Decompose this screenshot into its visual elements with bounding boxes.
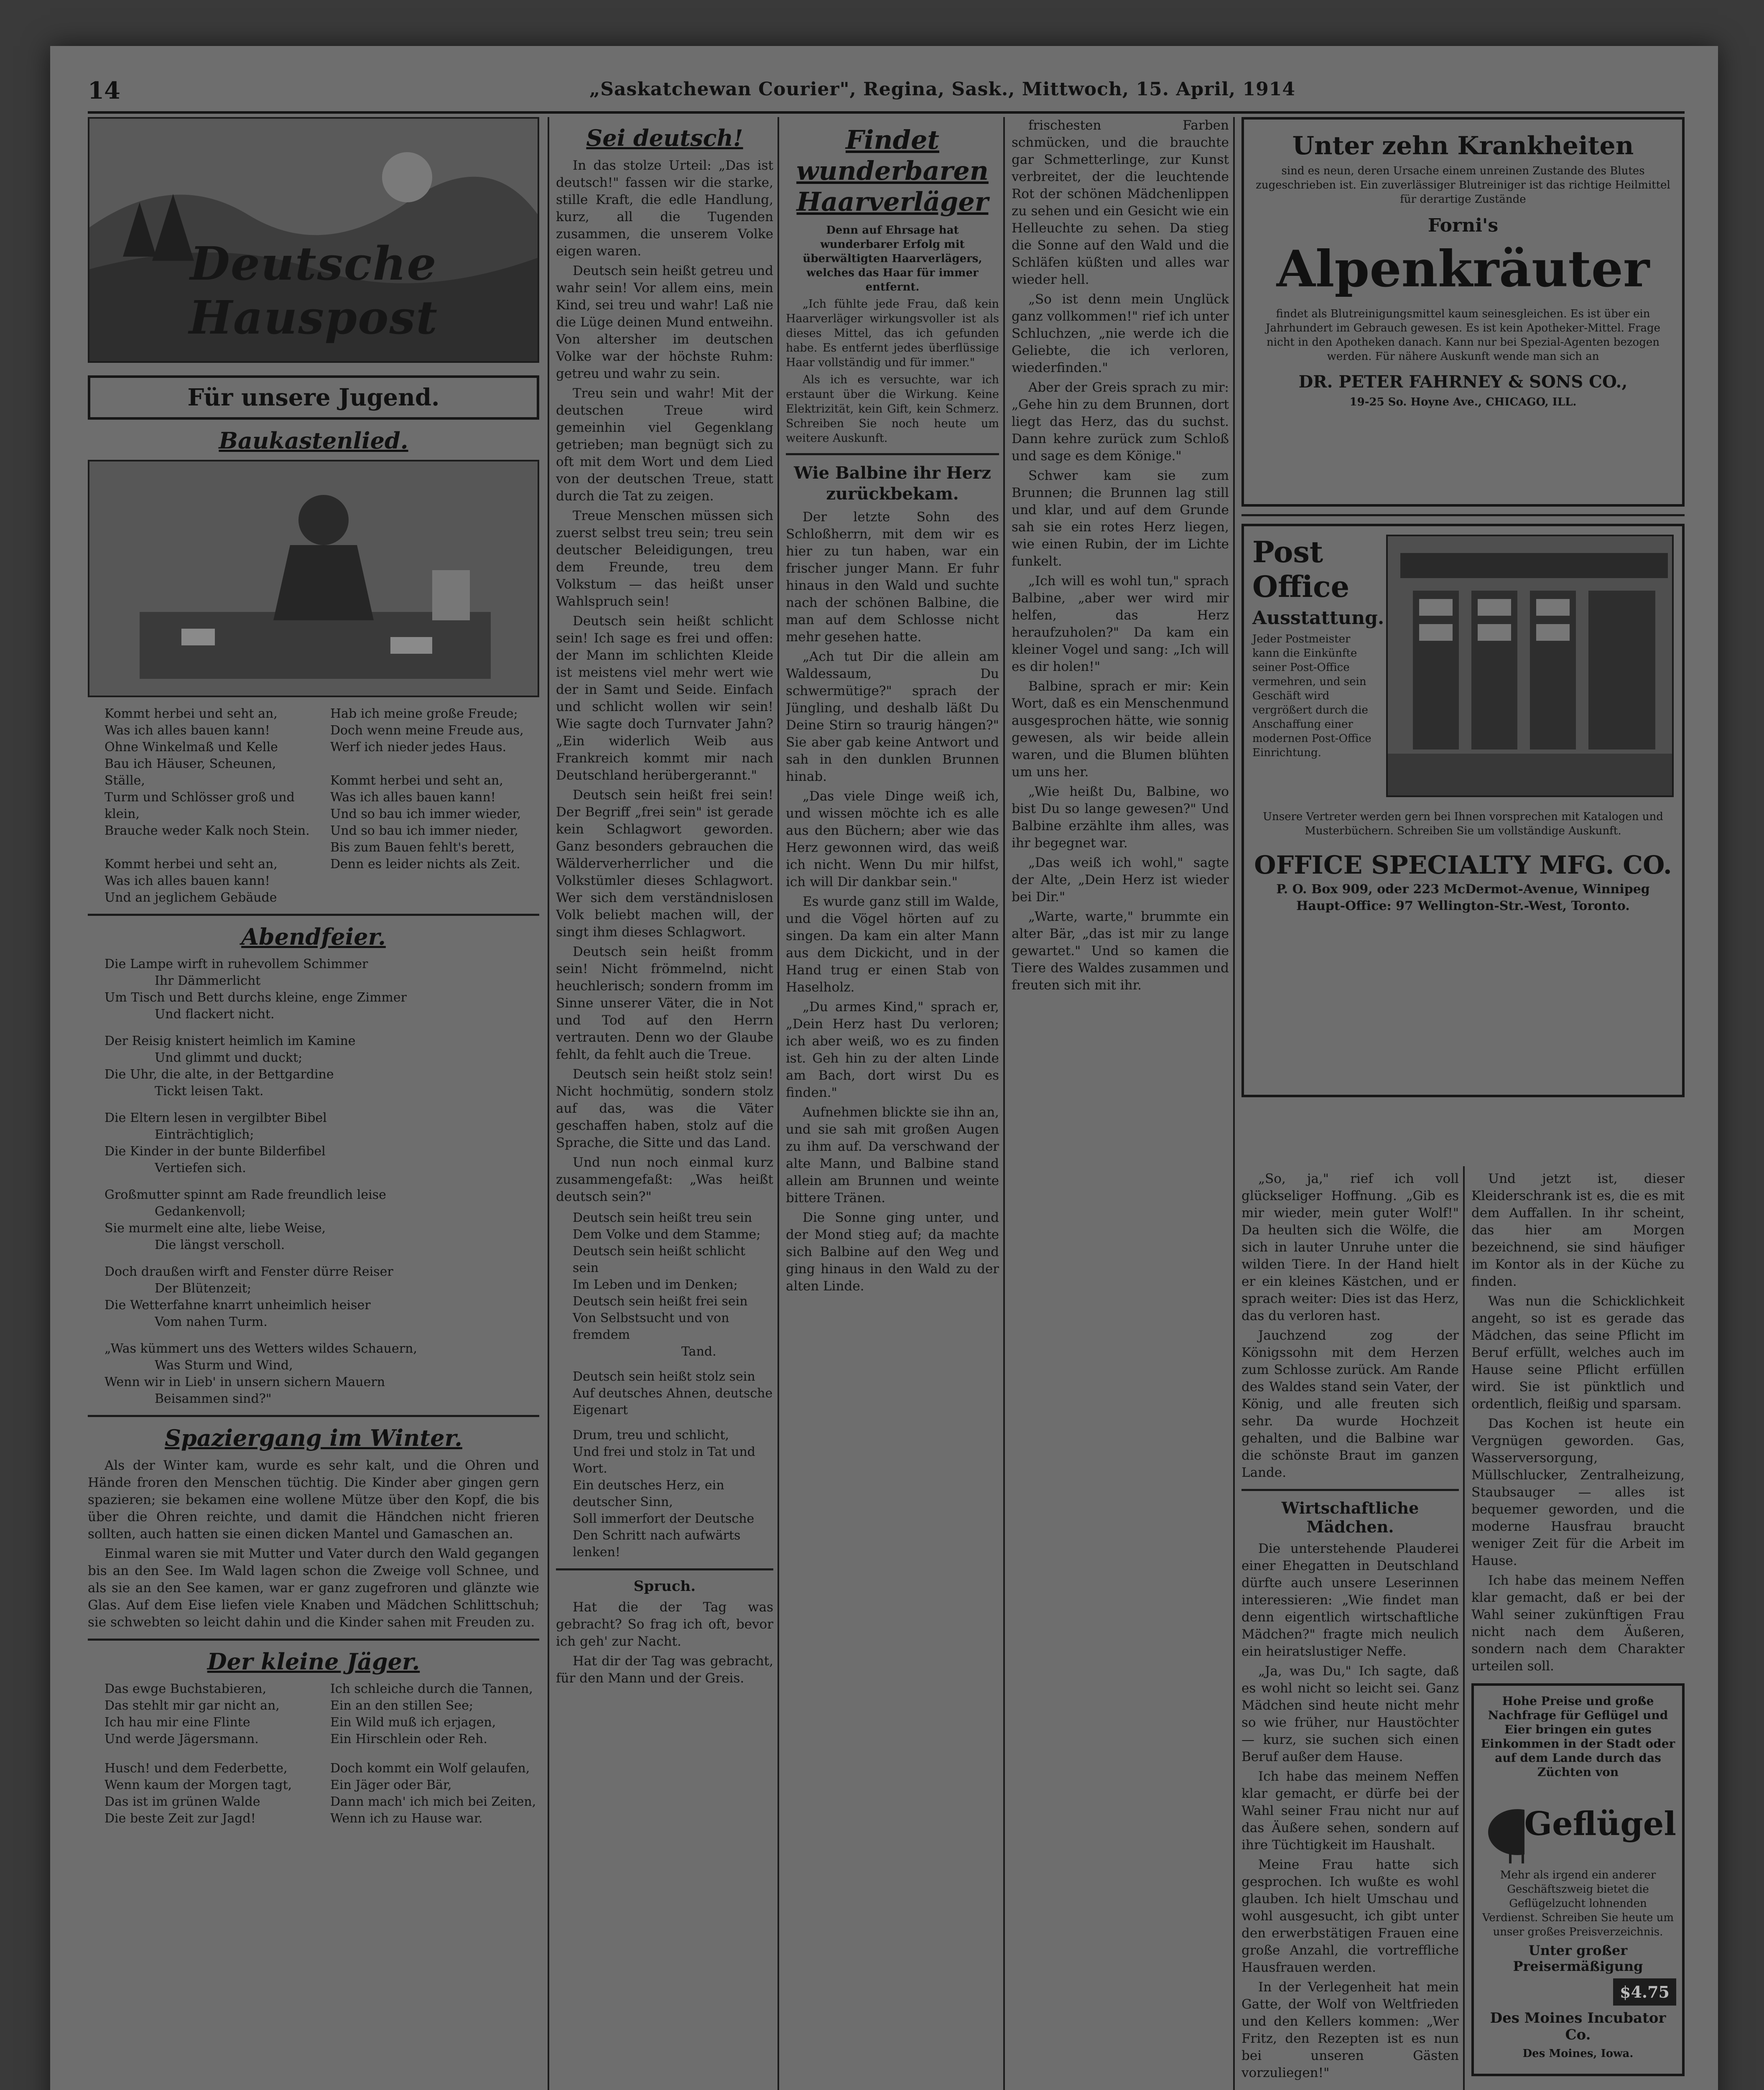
verse-line: Gedankenvoll; (155, 1204, 246, 1219)
story-paragraph: „Ach tut Dir die allein am Waldessaum, Du schwermütige?" sprach der Jüngling, und deshalb läßt Du Deine Stirn so traurig hängen?" Sie aber gab keine Antwort und sah in den dunklen Brunnen hinab. (786, 649, 999, 784)
ad-post-office (1241, 524, 1685, 1097)
spruch-line: Hat die der Tag was gebracht? So frag ich oft, bevor ich geh' zur Nacht. (556, 1600, 773, 1649)
verse-line: Wenn wir in Lieb' in unsern sichern Mauern (105, 1375, 385, 1389)
ad-line: sind es neun, deren Ursache einem unreinen Zustande des Blutes zugeschrieben ist. Ein zuverlässiger Blutreiniger ist das richtige Heilmittel für derartige Zustände (1256, 165, 1670, 206)
verse-line: Im Leben und im Denken; (573, 1277, 738, 1292)
poem-left (88, 1681, 314, 1827)
article-paragraph: „Ja, was Du," Ich sagte, daß es wohl nicht so leicht sei. Ganz Mädchen sind heute nicht mehr so wie früher, nur Haustöchter — kurz, sie suchen sich einen Beruf außer dem Hause. (1241, 1664, 1459, 1764)
divider (88, 1639, 539, 1641)
verse-line: Was Sturm und Wind, (155, 1358, 293, 1373)
ad-body: Mehr als irgend ein anderer Geschäftszweig bietet die Geflügelzucht lohnenden Verdienst. Schreiben Sie heute um unser großes Preisverzeichnis. (1482, 1869, 1674, 1938)
column-balbine-cont (1012, 117, 1229, 2090)
masthead-title: Deutsche Hauspost (189, 237, 438, 344)
column-rule (777, 117, 779, 2090)
ad-poultry-row (1480, 1782, 1676, 1866)
poem-title: Abendfeier. (241, 923, 386, 950)
verse-line: Kommt herbei und seht an, (105, 857, 278, 872)
ad-brand-top: Forni's (1428, 215, 1499, 236)
story-paragraph: „Du armes Kind," sprach er, „Dein Herz hast Du verloren; ich aber weiß, wo es zu finden ist. Geh hin zu der alten Linde am Bach, dort wirst Du es finden." (786, 999, 999, 1100)
verse-line (556, 1419, 773, 1427)
verse-line: Werf ich nieder jedes Haus. (330, 740, 507, 754)
story-paragraph: frischesten Farben schmücken, und die brauchte gar Schmetterlinge, zur Kunst verbreitet, der die leuchtende Rot der schönen Mädchenlippen zu sehen und ein Gesicht wie ein Helleuchte zu sehen. Da stieg die Sonne auf den Wald und die Schläfen küßten und alles war wieder hell. (1012, 118, 1229, 287)
verse-line: Dann mach' ich mich bei Zeiten, (330, 1794, 536, 1809)
verse-line (88, 1330, 539, 1341)
article-paragraph: Die unterstehende Plauderei einer Ehegatten in Deutschland dürfte auch unsere Leserinnen interessieren: „Wie findet man denn eigentlich wirtschaftliche Mädchen?" fragte mich neulich ein heiratslustiger Neffe. (1241, 1541, 1459, 1659)
divider (88, 1415, 539, 1417)
ad-title: Findet wunderbaren Haarverläger (796, 125, 989, 217)
article-paragraph: Das Kochen ist heute ein Vergnügen geworden. Gas, Wasserversorgung, Müllschlucker, Zentralheizung, Staubsauger — alles ist bequemer geworden, und die moderne Hausfrau braucht weniger Zeit für die Arbeit im Hause. (1471, 1416, 1685, 1568)
verse-line: Doch draußen wirft and Fenster dürre Reiser (105, 1264, 393, 1279)
verse-line: Bis zum Bauen fehlt's berett, (330, 840, 515, 855)
verse-line: Großmutter spinnt am Rade freundlich leise (105, 1188, 386, 1202)
verse-line: Der Reisig knistert heimlich im Kamine (105, 1034, 356, 1048)
poem-title: Der kleine Jäger. (207, 1648, 420, 1675)
ad-price: $4.75 (1613, 1978, 1676, 2006)
story-paragraph: Der letzte Sohn des Schloßherrn, mit dem wir es hier zu tun haben, war ein frischer junger Mann. Er fuhr hinaus in den Wald und suchte nach der schönen Balbine, die man auf dem Schlosse nicht mehr gesehen hatte. (786, 510, 999, 645)
verse-line: Was ich alles bauen kann! (105, 723, 270, 738)
verse-line: Was ich alles bauen kann! (105, 874, 270, 888)
verse-line: Ein an den stillen See; (330, 1698, 473, 1713)
verse-line: Der Blütenzeit; (155, 1281, 252, 1296)
verse-line: Vertiefen sich. (155, 1161, 246, 1175)
ad-big-word: Geflügel (1524, 1805, 1676, 1843)
verse-line: Deutsch sein heißt treu sein (573, 1211, 752, 1225)
column-sei-deutsch (556, 117, 773, 2090)
verse-line: Die Uhr, die alte, in der Bettgardine (105, 1067, 334, 1082)
verse-line: Das stehlt mir gar nicht an, (105, 1698, 280, 1713)
section-title: Für unsere Jugend. (187, 384, 440, 411)
article-paragraph: Ich habe das meinem Neffen klar gemacht, er dürfe bei der Wahl seiner Frau nicht nur auf das Äußere sehen, sondern auf ihre Tüchtigkeit im Haushalt. (1241, 1769, 1459, 1853)
post-office-interior-illustration (1386, 535, 1674, 797)
verse-line: Die Eltern lesen in vergilbter Bibel (105, 1111, 327, 1125)
poem-jaeger (88, 1681, 539, 1827)
verse-line: Husch! und dem Federbette, (105, 1761, 288, 1776)
story-paragraph: „Das viele Dinge weiß ich, und wissen möchte ich es alle aus den Büchern; aber wie das Herz gewonnen wird, das weiß ich nicht. Wenn Du mir hilfst, ich will Dir dankbar sein." (786, 789, 999, 890)
verse-line: Und werde Jägersmann. (105, 1732, 259, 1746)
ad-paragraph: Als ich es versuchte, war ich erstaunt über die Wirkung. Keine Elektrizität, kein Gift, kein Schmerz. Schreiben Sie noch heute um weitere Auskunft. (786, 373, 999, 445)
child-playing-illustration-icon (89, 461, 539, 696)
ad-heading: Ausstattung. (1252, 607, 1384, 629)
ad-brand: Alpenkräuter (1276, 240, 1650, 298)
ad-heading: Post (1252, 535, 1323, 569)
verse-line: Ohne Winkelmaß und Kelle (105, 740, 278, 754)
poem-baukasten (88, 706, 539, 906)
verse-line (88, 1100, 539, 1110)
story-paragraph: „Ich will es wohl tun," sprach Balbine, „aber wer wird mir helfen, das Herz heraufzuholen?" Da kam ein kleiner Vogel und sang: „Ich will es dir holen!" (1012, 573, 1229, 674)
divider (1241, 1489, 1459, 1491)
hen-icon (1480, 1782, 1524, 1866)
verse-line (556, 1360, 773, 1369)
verse-line (314, 1748, 539, 1760)
verse-line: Den Schritt nach aufwärts lenken! (573, 1528, 741, 1560)
verse-line: Tand. (681, 1344, 716, 1359)
poem-left (88, 706, 314, 906)
article-paragraph: Deutsch sein heißt fromm sein! Nicht frömmelnd, nicht heuchlerisch; sondern fromm im Sinne unserer Väter, die in Not und Tod auf den Herrn vertrauten. Denn wo der Glaube fehlt, da fehlt auch die Treue. (556, 944, 773, 1062)
verse-line: Sie murmelt eine alte, liebe Weise, (105, 1221, 326, 1236)
post-office-counter-icon (1388, 536, 1674, 795)
verse-line: Die Lampe wirft in ruhevollem Schimmer (105, 957, 368, 971)
poem-right (314, 1681, 539, 1827)
verse-line (88, 839, 314, 856)
newspaper-page (50, 46, 1718, 2090)
verse-line: Denn es leider nichts als Zeit. (330, 857, 520, 872)
story-paragraph: „So ist denn mein Unglück ganz vollkommen!" rief ich unter Schluchzen, „nie werde ich die Geliebte, die ich verloren, wiederfinden." (1012, 292, 1229, 375)
verse-line: Und flackert nicht. (155, 1007, 275, 1022)
article-paragraph: Was nun die Schicklichkeit angeht, so ist es gerade das Mädchen, das seine Pflicht im Beruf erfüllt, welches auch im Hause seine Pflicht erfüllen wird. Sie ist pünktlich und ordentlich, fleißig und sparsam. (1471, 1294, 1685, 1412)
story-paragraph: Aber der Greis sprach zu mir: „Gehe hin zu dem Brunnen, dort liegt das Herz, das du suchst. Dann kehre zurück zum Schloß und sage es dem Könige." (1012, 380, 1229, 464)
column-balbine (786, 117, 999, 2090)
verse-line: Ein deutsches Herz, ein deutscher Sinn, (573, 1478, 724, 1509)
poem-title: Baukastenlied. (219, 427, 408, 454)
top-rule (88, 111, 1685, 114)
ad-paragraph: „Ich fühlte jede Frau, daß kein Haarverläger wirkungsvoller ist als dieses Mittel, das ich gefunden habe. Es entfernt jedes überflüssige Haar vollständig und für immer." (786, 298, 999, 369)
verse-line: Deutsch sein heißt frei sein (573, 1294, 748, 1309)
verse-line: Ein Wild muß ich erjagen, (330, 1715, 496, 1730)
poem-abendfeier (88, 956, 539, 1407)
verse-line: Vom nahen Turm. (155, 1315, 268, 1329)
verse-line: Bau ich Häuser, Scheunen, Ställe, (105, 757, 276, 788)
ad-poultry (1471, 1683, 1685, 2076)
verse-line (88, 1254, 539, 1264)
running-head (88, 71, 1685, 109)
column-rule (548, 117, 549, 2090)
verse-line: Hab ich meine große Freude; (330, 706, 518, 721)
ad-heading: Unter zehn Krankheiten (1292, 131, 1634, 161)
story-paragraph: Balbine, sprach er mir: Kein Wort, daß es ein Menschenmund ausgesprochen hätte, wie sonnig gewesen, als wir beide allein waren, und die Blumen blühten um uns her. (1012, 679, 1229, 780)
divider (556, 1568, 773, 1570)
article-paragraph: Deutsch sein heißt schlicht sein! Ich sage es frei und offen: der Mann im schlichten Kleide ist meistens viel mehr wert wie der in Samt und Seide. Einfach und schlicht wollen wir sein! Wie sagte doch Turnvater Jahn? „Ein widerlich Weib aus Frankreich kommt mir nach Deutschland herübergerannt." (556, 614, 773, 783)
verse-line (88, 1177, 539, 1187)
story-title: Wie Balbine ihr Herz zurückbekam. (794, 463, 991, 504)
page-number: 14 (88, 77, 120, 104)
ad-address: Haupt-Office: 97 Wellington-Str.-West, Toronto. (1296, 899, 1630, 913)
section-banner (88, 375, 539, 420)
spruch-title: Spruch. (633, 1578, 696, 1595)
verse-line: Von Selbstsucht und von fremdem (573, 1311, 729, 1342)
column-rule (1003, 117, 1005, 2090)
ad-top-row (1252, 535, 1674, 797)
verse-line: Wenn kaum der Morgen tagt, (105, 1778, 292, 1792)
ad-heading-block (1252, 535, 1384, 797)
column-maedchen (1241, 1170, 1459, 2090)
ad-city: Des Moines, Iowa. (1522, 2047, 1634, 2060)
article-paragraph: Und nun noch einmal kurz zusammengefaßt: „Was heißt deutsch sein?" (556, 1155, 773, 1204)
ad-intro: Jeder Postmeister kann die Einkünfte seiner Post-Office vermehren, und sein Geschäft wird vergrößert durch die Anschaffung einer modernen Post-Office Einrichtung. (1252, 633, 1371, 759)
verse-line: Was ich alles bauen kann! (330, 790, 496, 805)
ad-price-row (1480, 1978, 1676, 2006)
verse-line: Kommt herbei und seht an, (105, 706, 278, 721)
article-paragraph: Und jetzt ist, dieser Kleiderschrank ist es, die es mit dem Auffallen. In ihr scheint, das hier am Morgen bezeichnend, sie sind häufiger im Kontor als in der Küche zu finden. (1471, 1171, 1685, 1289)
ad-company: DR. PETER FAHRNEY & SONS CO., (1298, 372, 1628, 392)
page-content (88, 71, 1685, 2090)
article-paragraph: Meine Frau hatte sich gesprochen. Ich wußte es wohl glauben. Ich hielt Umschau und wohl ausgesucht, ich gibt unter den erwerbstätigen Frauen eine große Anzahl, die vortreffliche Hausfrauen werden. (1241, 1857, 1459, 1975)
article-paragraph: Deutsch sein heißt frei sein! Der Begriff „frei sein" ist gerade kein Schlagwort geworden. Ganz besonders gebrauchen die Wälderverherrlicher und die Volkstümler dieses Schlagwort. Wer sich dem verständnislosen Volk beliebt machen will, der singt ihm dieses Schlagwort. (556, 788, 773, 940)
verse-line: Die längst verscholl. (155, 1238, 285, 1252)
story-paragraph: „So, ja," rief ich voll glückseliger Hoffnung. „Gib es mir wieder, mein guter Wolf!" Da heulten sich die Wölfe, die sich in lauter Unruhe unter die wilden Tiere. In der Hand hielt er ein kleines Kästchen, und er sprach weiter: Dies ist das Herz, das du verloren hast. (1241, 1171, 1459, 1323)
verse-line: Ein Hirschlein oder Reh. (330, 1732, 487, 1746)
verse-line (314, 756, 539, 772)
story-paragraph: Aufnehmen blickte sie ihn an, und sie sah mit großen Augen zu ihm auf. Da verschwand der alte Mann, und Balbine stand allein am Brunnen und weinte bittere Tränen. (786, 1105, 999, 1206)
story-paragraph: Einmal waren sie mit Mutter und Vater durch den Wald gegangen bis an den See. Im Wald lagen schon die Zweige voll Schnee, und als sie an den See kamen, war er ganz zugefroren und glänzte wie Glas. Auf dem Eise liefen viele Knaben und Mädchen Schlittschuh; sie schwebten so leicht dahin und die Kinder sahen mit Freuden zu. (88, 1546, 539, 1630)
story-paragraph: Es wurde ganz still im Walde, und die Vögel hörten auf zu singen. Da kam ein alter Mann aus dem Dickicht, und in der Hand trug er einen Stab von Haselholz. (786, 894, 999, 995)
verse-line: „Was kümmert uns des Wetters wildes Schauern, (105, 1341, 417, 1356)
verse-line: Beisammen sind?" (155, 1392, 272, 1406)
column-rule (1463, 1166, 1465, 2090)
poem-right (314, 706, 539, 906)
verse-line: Ein Jäger oder Bär, (330, 1778, 452, 1792)
verse-line (88, 1748, 314, 1760)
article-paragraph: In das stolze Urteil: „Das ist deutsch!" fassen wir die starke, stille Kraft, die edle Handlung, kurz, all die Tugenden zusammen, die unserem Volke eigen waren. (556, 158, 773, 259)
verse-line: Brauche weder Kalk noch Stein. (105, 823, 310, 838)
article-paragraph: Deutsch sein heißt stolz sein! Nicht hochmütig, sondern stolz auf das, was die Väter geschaffen haben, stolz auf die Sprache, die Sitte und das Land. (556, 1067, 773, 1150)
story-paragraph: „Wie heißt Du, Balbine, wo bist Du so lange gewesen?" Und Balbine erzählte ihm alles, was ihr begegnet war. (1012, 784, 1229, 851)
verse-line: Um Tisch und Bett durchs kleine, enge Zimmer (105, 990, 407, 1005)
verse-line: Dem Volke und dem Stamme; (573, 1227, 761, 1242)
verse-line: Die Wetterfahne knarrt unheimlich heiser (105, 1298, 371, 1313)
verse-line: Und an jeglichem Gebäude (105, 890, 277, 905)
story-paragraph: „Das weiß ich wohl," sagte der Alte, „Dein Herz ist wieder bei Dir." (1012, 855, 1229, 905)
column-ads (1241, 117, 1685, 1162)
story-paragraph: Als der Winter kam, wurde es sehr kalt, und die Ohren und Hände froren den Menschen tüchtig. Die Kinder aber gingen gern spazieren; sie bekamen eine wollene Mütze über den Kopf, die bis über die Ohren reichte, und damit die Händchen nicht frieren sollten, auch hatten sie einen dicken Mantel und Gamaschen an. (88, 1458, 539, 1542)
divider (786, 453, 999, 455)
column-maedchen-cont (1471, 1170, 1685, 2090)
running-head-line: „Saskatchewan Courier", Regina, Sask., Mittwoch, 15. April, 1914 (589, 79, 1296, 100)
verse-line: Kommt herbei und seht an, (330, 773, 503, 788)
ad-subtitle: Denn auf Ehrsage hat wunderbarer Erfolg mit überwältigten Haarverlägers, welches das Haar für immer entfernt. (803, 224, 982, 293)
closing-verse (556, 1210, 773, 1561)
column-youth (88, 117, 539, 2090)
verse-line: Ich schleiche durch die Tannen, (330, 1682, 533, 1696)
article-title: Wirtschaftliche Mädchen. (1281, 1499, 1419, 1536)
story-title: Spaziergang im Winter. (165, 1425, 462, 1451)
verse-line: Turm und Schlösser groß und klein, (105, 790, 295, 821)
verse-line (88, 1023, 539, 1033)
article-title: Sei deutsch! (586, 125, 743, 151)
ad-company: Des Moines Incubator Co. (1490, 2010, 1666, 2043)
ad-offer: Unter großer Preisermäßigung (1513, 1942, 1643, 1974)
verse-line: Und glimmt und duckt; (155, 1050, 303, 1065)
ad-body: Unsere Vertreter werden gern bei Ihnen vorsprechen mit Katalogen und Musterbüchern. Schreiben Sie um vollständige Auskunft. (1263, 811, 1663, 837)
verse-line: Deutsch sein heißt stolz sein (573, 1369, 755, 1384)
verse-line: Deutsch sein heißt schlicht sein (573, 1244, 746, 1275)
ad-address: P. O. Box 909, oder 223 McDermot-Avenue, Winnipeg (1276, 882, 1650, 897)
verse-line: Das ist im grünen Walde (105, 1794, 260, 1809)
article-paragraph: Deutsch sein heißt getreu und wahr sein! Vor allem eins, mein Kind, sei treu und wahr! Laß nie die Lüge deinen Mund entweihn. Von altersher im deutschen Volke war der höchste Ruhm: getreu und wahr zu sein. (556, 263, 773, 381)
article-paragraph: Ich habe das meinem Neffen klar gemacht, daß er bei der Wahl seiner zukünftigen Frau nicht nach dem Äußeren, sondern nach dem Charakter urteilen soll. (1471, 1573, 1685, 1674)
verse-line: Drum, treu und schlicht, (573, 1428, 729, 1443)
story-paragraph: Die Sonne ging unter, und der Mond stieg auf; da machte sich Balbine auf den Weg und ging hinaus in den Wald zu der alten Linde. (786, 1210, 999, 1294)
story-paragraph: Schwer kam sie zum Brunnen; die Brunnen lag still und klar, und auf dem Grunde sah sie ein rotes Herz liegen, wie einen Rubin, der im Lichte funkelt. (1012, 468, 1229, 569)
spruch-line: Hat dir der Tag was gebracht, für den Mann und der Greis. (556, 1654, 773, 1686)
verse-line: Einträchtiglich; (155, 1127, 254, 1142)
verse-line: Und frei und stolz in Tat und Wort. (573, 1445, 755, 1476)
verse-line: Wenn ich zu Hause war. (330, 1811, 483, 1826)
article-paragraph: Treue Menschen müssen sich zuerst selbst treu sein; treu sein deutscher Beleidigungen, treu dem Freunde, treu dem Volkstum — das heißt unser Wahlspruch sein! (556, 508, 773, 609)
ad-body: findet als Blutreinigungsmittel kaum seinesgleichen. Es ist über ein Jahrhundert im Gebrauch gewesen. Es ist kein Apotheker-Mittel. Frage nicht in den Apotheken danach. Kann nur bei Spezial-Agenten bezogen werden. Für nähere Auskunft wende man sich an (1266, 308, 1660, 363)
verse-line: Die Kinder in der bunte Bilderfibel (105, 1144, 326, 1159)
ad-alpenkraeuter (1241, 117, 1685, 507)
ad-address: 19-25 So. Hoyne Ave., CHICAGO, ILL. (1349, 396, 1577, 408)
verse-line: Und so bau ich immer wieder, (330, 807, 521, 821)
column-rule (1233, 117, 1235, 2090)
verse-line: Soll immerfort der Deutsche (573, 1511, 755, 1526)
verse-line: Die beste Zeit zur Jagd! (105, 1811, 256, 1826)
masthead-illustration (88, 117, 539, 363)
article-paragraph: In der Verlegenheit hat mein Gatte, der Wolf von Weltfrieden und den Kellers kommen: „Wer Fritz, den Rezepten ist es nun bei unseren Gästen vorzuliegen!" (1241, 1980, 1459, 2080)
ad-company: OFFICE SPECIALTY MFG. CO. (1254, 851, 1672, 880)
divider (1241, 514, 1685, 516)
verse-line: Doch kommt ein Wolf gelaufen, (330, 1761, 530, 1776)
ad-heading: Office (1252, 569, 1350, 604)
ad-line: Hohe Preise und große Nachfrage für Geflügel und Eier bringen ein gutes Einkommen in der Stadt oder auf dem Lande durch das Züchten von (1481, 1694, 1675, 1779)
verse-line: Und so bau ich immer nieder, (330, 823, 518, 838)
verse-line: Auf deutsches Ahnen, deutsche Eigenart (573, 1386, 773, 1417)
verse-line: Das ewge Buchstabieren, (105, 1682, 267, 1696)
article-paragraph: Treu sein und wahr! Mit der deutschen Treue wird gemeinhin viel Gegenklang getrieben; man begnügt sich zu oft mit dem Wort und dem Lied von der deutschen Treue, statt durch die Tat zu zeigen. (556, 386, 773, 504)
verse-line: Ihr Dämmerlicht (155, 974, 261, 988)
verse-line: Tickt leisen Takt. (155, 1084, 264, 1099)
story-paragraph: Jauchzend zog der Königssohn mit dem Herzen zum Schlosse zurück. Am Rande des Waldes stand sein Vater, der König, und alle freuten sich sehr. Da wurde Hochzeit gehalten, und die Balbine war die schönste Braut im ganzen Lande. (1241, 1328, 1459, 1480)
divider (88, 914, 539, 916)
story-paragraph: „Warte, warte," brummte ein alter Bär, „das ist mir zu lange gewartet." Und so kamen die Tiere des Waldes zusammen und freuten sich mit ihr. (1012, 909, 1229, 993)
verse-line: Ich hau mir eine Flinte (105, 1715, 250, 1730)
child-blocks-illustration (88, 460, 539, 697)
verse-line: Doch wenn meine Freude aus, (330, 723, 524, 738)
